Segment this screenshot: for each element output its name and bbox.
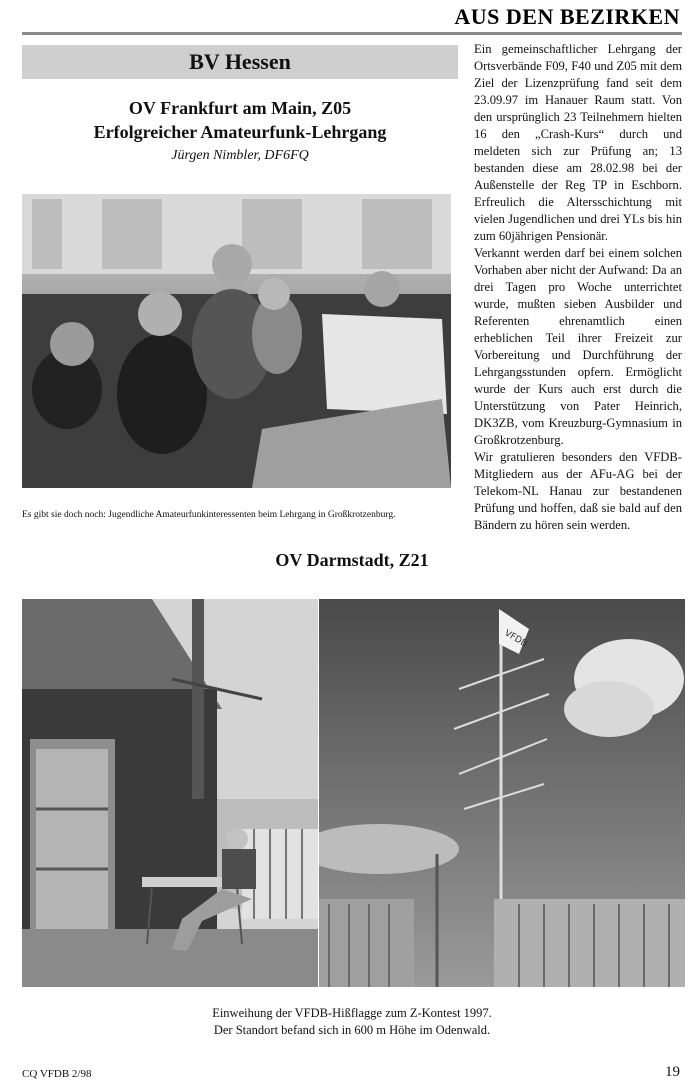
flag-text: VFDB xyxy=(502,628,529,650)
article1-paragraph: Wir gratulieren besonders den VFDB-Mitgliedern aus der AFu-AG bei der Telekom-NL Hanau zur bestandenen Prüfung und hoffen, daß sie bald auf den Bändern zu hören sein werden. xyxy=(474,450,682,532)
caption-line: Der Standort befand sich in 600 m Höhe im Odenwald. xyxy=(213,1023,491,1037)
classroom-photo-caption: Es gibt sie doch noch: Jugendliche Amateurfunkinteressenten beim Lehrgang in Großkrotzenburg. xyxy=(22,510,396,520)
article1-title-line2: Erfolgreicher Amateurfunk-Lehrgang xyxy=(93,122,387,142)
header-rule xyxy=(22,32,682,35)
bv-title: BV Hessen xyxy=(189,49,291,74)
hut-operator-photo xyxy=(22,599,318,987)
section-header: AUS DEN BEZIRKEN xyxy=(454,4,680,29)
classroom-photo xyxy=(22,194,451,488)
antenna-flag-photo xyxy=(319,599,685,987)
issue-label: CQ VFDB 2/98 xyxy=(22,1068,92,1080)
article1-title-line1: OV Frankfurt am Main, Z05 xyxy=(128,98,352,118)
article2-title: OV Darmstadt, Z21 xyxy=(275,550,429,570)
bv-banner xyxy=(22,45,458,79)
article1-author: Jürgen Nimbler, DF6FQ xyxy=(171,148,309,163)
article1-paragraph: Ein gemeinschaftlicher Lehrgang der Ortsverbände F09, F40 und Z05 mit dem Ziel der Lizenzprüfung fand seit dem 23.09.97 im Hanauer Raum statt. Von den ursprünglich 23 Teilnehmern hielten 16 den „Crash-Kurs“ durch und meldeten sich zur Prüfung an; 13 bestanden diese am 28.02.98 bei der Außenstelle der Reg TP in Eschborn. Erfreulich die Altersschichtung mit vielen Jugendlichen und drei YLs bis hin zum 60jährigen Pensionär. xyxy=(474,42,682,243)
caption-line: Einweihung der VFDB-Hißflagge zum Z-Kontest 1997. xyxy=(212,1006,492,1020)
article1-paragraph: Verkannt werden darf bei einem solchen Vorhaben aber nicht der Aufwand: Da an drei Tagen pro Woche unterrichtet wurde, mußten sieben Ausbilder und Referenten ehrenamtlich einen erheblichen Teil ihrer Freizeit zur Vorbereitung und Durchführung der Lehrgangsstunden opfern. Ermöglicht wurde der Kurs auch erst durch die Unterstützung von Pater Heinrich, DK3ZB, vom Kreuzburg-Gymnasium in Großkrotzenburg. xyxy=(474,246,682,447)
page-number: 19 xyxy=(665,1064,680,1080)
article1-body xyxy=(474,41,682,534)
antenna-photo-caption xyxy=(22,1005,682,1039)
